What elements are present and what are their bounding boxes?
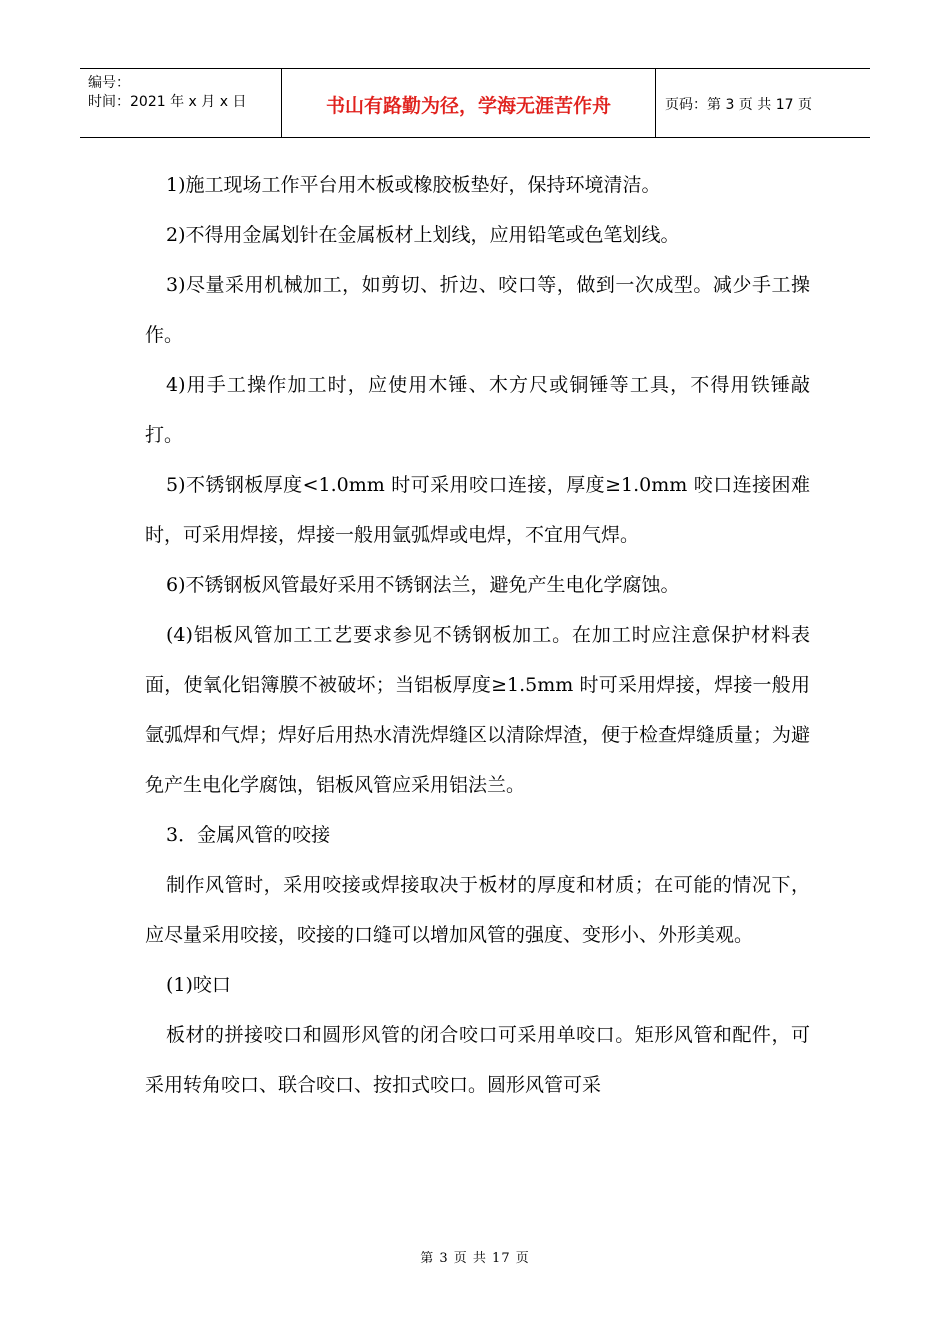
subsection-heading: (1)咬口 (166, 974, 231, 996)
page-footer: 第 3 页 共 17 页 (420, 1251, 530, 1266)
header-motto-cell (281, 69, 656, 137)
header-motto: 书山有路勤为径，学海无涯苦作舟 (325, 95, 611, 117)
header-page-cell (655, 69, 870, 137)
paragraph: 6)不锈钢板风管最好采用不锈钢法兰，避免产生电化学腐蚀。 (166, 574, 680, 596)
paragraph: 5)不锈钢板厚度<1.0mm 时可采用咬口连接，厚度≥1.0mm 咬口连接困难时，可采用焊接，焊接一般用氩弧焊或电焊，不宜用气焊。 (145, 474, 810, 546)
paragraph: 板材的拼接咬口和圆形风管的闭合咬口可采用单咬口。矩形风管和配件，可采用转角咬口、联合咬口、按扣式咬口。圆形风管可采 (145, 1024, 810, 1096)
header-page-info: 页码：第 3 页 共 17 页 (665, 97, 812, 113)
section-heading: 3．金属风管的咬接 (166, 824, 331, 846)
page-header (80, 68, 870, 138)
document-body (145, 160, 810, 1110)
paragraph: 4)用手工操作加工时，应使用木锤、木方尺或铜锤等工具，不得用铁锤敲打。 (145, 374, 810, 446)
paragraph: 1)施工现场工作平台用木板或橡胶板垫好，保持环境清洁。 (166, 174, 661, 196)
document-code-label: 编号： (88, 75, 130, 91)
header-meta-cell (80, 69, 281, 137)
paragraph: (4)铝板风管加工工艺要求参见不锈钢板加工。在加工时应注意保护材料表面，使氧化铝簿膜不被破坏；当铝板厚度≥1.5mm 时可采用焊接，焊接一般用氩弧焊和气焊；焊好后用热水清洗焊缝区以清除焊渣，便于检查焊缝质量；为避免产生电化学腐蚀，铝板风管应采用铝法兰。 (145, 624, 811, 796)
document-time-label: 时间：2021 年 x 月 x 日 (88, 94, 247, 110)
paragraph: 2)不得用金属划针在金属板材上划线，应用铅笔或色笔划线。 (166, 224, 680, 246)
paragraph: 3)尽量采用机械加工，如剪切、折边、咬口等，做到一次成型。减少手工操作。 (145, 274, 810, 346)
paragraph: 制作风管时，采用咬接或焊接取决于板材的厚度和材质；在可能的情况下，应尽量采用咬接，咬接的口缝可以增加风管的强度、变形小、外形美观。 (145, 874, 810, 946)
